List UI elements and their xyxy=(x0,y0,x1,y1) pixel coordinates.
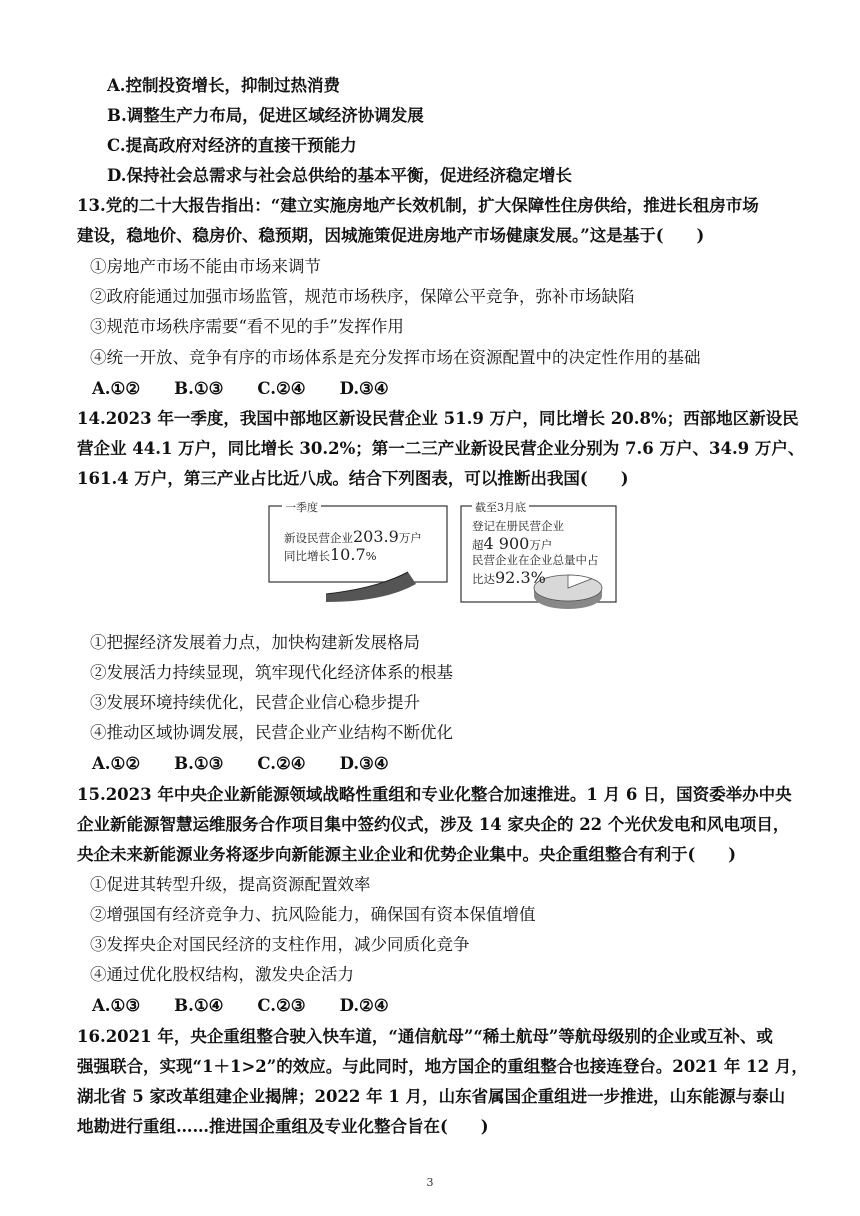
q15-item-4: ④通过优化股权结构，激发央企活力 xyxy=(90,965,354,984)
q16-stem-line-1: 16.2021 年，央企重组整合驶入快车道，“通信航母”“稀土航母”等航母级别的企业或互补、或 xyxy=(77,1027,773,1046)
right-box-line-4 xyxy=(472,569,546,588)
q13-choice-a: A.①② xyxy=(92,379,141,398)
q13-item-3: ③规范市场秩序需要“看不见的手”发挥作用 xyxy=(90,317,404,336)
registered-value: 4 900 xyxy=(483,534,530,553)
right-box-line-3: 民营企业在企业总量中占 xyxy=(472,553,599,567)
prev-option-a: A.控制投资增长，抑制过热消费 xyxy=(107,76,341,95)
q15-stem-line-3: 央企未来新能源业务将逐步向新能源主业企业和优势企业集中。央企重组整合有利于( ) xyxy=(77,845,737,864)
q14-choice-c: C.②④ xyxy=(257,754,306,773)
registered-unit: 万户 xyxy=(529,538,553,552)
q14-stem-line-2: 营企业 44.1 万户，同比增长 30.2%；第一二三产业新设民营企业分别为 7.6 万户、34.9 万户、 xyxy=(77,439,805,458)
q13-choice-b: B.①③ xyxy=(174,379,224,398)
q14-item-4: ④推动区域协调发展，民营企业产业结构不断优化 xyxy=(90,723,453,742)
q15-item-2: ②增强国有经济竞争力、抗风险能力，确保国有资本保值增值 xyxy=(90,905,536,924)
new-private-enterprises-value: 203.9 xyxy=(353,527,399,546)
q15-item-3: ③发挥央企对国民经济的支柱作用，减少同质化竞争 xyxy=(90,935,470,954)
share-label: 比达 xyxy=(472,572,495,586)
q14-choice-a: A.①② xyxy=(92,754,141,773)
prev-option-b: B.调整生产力布局，促进区域经济协调发展 xyxy=(107,106,424,125)
q16-stem-line-3: 湖北省 5 家改革组建企业揭牌；2022 年 1 月，山东省属国企重组进一步推进，山东能源与泰山 xyxy=(77,1087,786,1106)
q13-stem-line-1: 13.党的二十大报告指出：“建立实施房地产长效机制，扩大保障性住房供给，推进长租房市场 xyxy=(77,196,759,215)
left-box-line-2 xyxy=(284,546,377,565)
q15-choice-c: C.②③ xyxy=(257,996,306,1015)
prev-option-d: D.保持社会总需求与社会总供给的基本平衡，促进经济稳定增长 xyxy=(107,166,572,185)
right-box-title: 截至3月底 xyxy=(472,499,529,515)
share-value: 92.3% xyxy=(495,568,546,587)
q15-choice-b: B.①④ xyxy=(174,996,224,1015)
q14-choice-b: B.①③ xyxy=(174,754,224,773)
q14-stem-line-3: 161.4 万户，第三产业占比近八成。结合下列图表，可以推断出我国( ) xyxy=(77,469,629,488)
q15-choice-a: A.①③ xyxy=(92,996,141,1015)
new-private-enterprises-label: 新设民营企业 xyxy=(284,531,353,545)
q15-stem-line-1: 15.2023 年中央企业新能源领域战略性重组和专业化整合加速推进。1 月 6 日，国资委举办中央 xyxy=(77,785,792,804)
q15-choices xyxy=(92,995,423,1017)
q16-stem-line-2: 强强联合，实现“1＋1>2”的效应。与此同时，地方国企的重组整合也接连登台。2021 年 12 月， xyxy=(77,1057,808,1076)
yoy-growth-unit: % xyxy=(365,549,377,563)
q14-item-1: ①把握经济发展着力点，加快构建新发展格局 xyxy=(90,633,420,652)
q13-stem-line-2: 建设，稳地价、稳房价、稳预期，因城施策促进房地产市场健康发展。”这是基于( ) xyxy=(77,226,705,245)
q15-stem-line-2: 企业新能源智慧运维服务合作项目集中签约仪式，涉及 14 家央企的 22 个光伏发电和风电项目， xyxy=(77,815,790,834)
prev-option-c: C.提高政府对经济的直接干预能力 xyxy=(107,136,357,155)
yoy-growth-label: 同比增长 xyxy=(284,549,330,563)
q13-item-2: ②政府能通过加强市场监管，规范市场秩序，保障公平竞争，弥补市场缺陷 xyxy=(90,287,635,306)
q13-choice-c: C.②④ xyxy=(257,379,306,398)
page-number: 3 xyxy=(426,1176,434,1189)
q13-item-4: ④统一开放、竞争有序的市场体系是充分发挥市场在资源配置中的决定性作用的基础 xyxy=(90,348,701,367)
q13-choice-d: D.③④ xyxy=(339,379,389,398)
q14-stem-line-1: 14.2023 年一季度，我国中部地区新设民营企业 51.9 万户，同比增长 20.8%；西部地区新设民 xyxy=(77,409,799,428)
q14-item-2: ②发展活力持续显现，筑牢现代化经济体系的根基 xyxy=(90,663,453,682)
q14-infographic xyxy=(268,498,618,618)
q16-stem-line-4: 地勘进行重组……推进国企重组及专业化整合旨在( ) xyxy=(77,1117,489,1136)
right-box-line-1: 登记在册民营企业 xyxy=(472,519,564,533)
q15-item-1: ①促进其转型升级，提高资源配置效率 xyxy=(90,875,371,894)
q14-choice-d: D.③④ xyxy=(339,754,389,773)
q14-item-3: ③发展环境持续优化，民营企业信心稳步提升 xyxy=(90,693,420,712)
left-box-title: 一季度 xyxy=(282,499,321,515)
q15-choice-d: D.②④ xyxy=(339,996,389,1015)
q13-item-1: ①房地产市场不能由市场来调节 xyxy=(90,257,321,276)
q14-choices xyxy=(92,753,423,775)
registered-over-label: 超 xyxy=(472,538,484,552)
q13-choices xyxy=(92,378,423,400)
yoy-growth-value: 10.7 xyxy=(330,545,366,564)
new-private-enterprises-unit: 万户 xyxy=(398,531,422,545)
